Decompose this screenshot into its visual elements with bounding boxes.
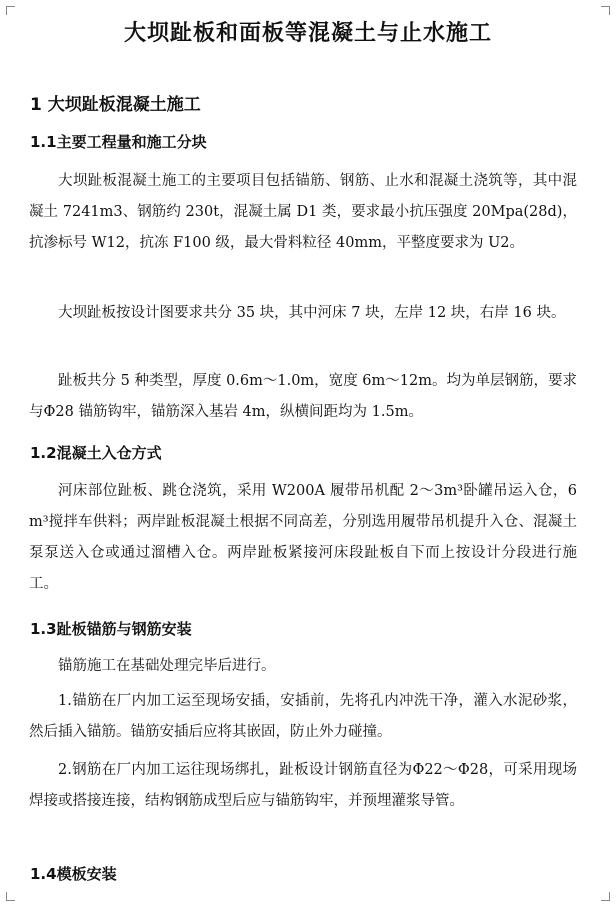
document-title: 大坝趾板和面板等混凝土与止水施工 (123, 21, 492, 46)
page-corner-mark (601, 892, 610, 901)
paragraph: 2.钢筋在厂内加工运往现场绑扎，趾板设计钢筋直径为Φ22～Φ28，可采用现场焊接或搭接连接，结构钢筋成型后应与锚筋钩牢，并预埋灌浆导管。 (29, 762, 577, 809)
subsection-heading-1-4: 1.4模板安装 (30, 865, 117, 883)
paragraph: 1.锚筋在厂内加工运至现场安插，安插前，先将孔内冲洗干净，灌入水泥砂浆，然后插入锚筋。锚筋安插后应将其嵌固，防止外力碰撞。 (29, 693, 577, 740)
paragraph: 锚筋施工在基础处理完毕后进行。 (58, 658, 276, 674)
page-corner-mark (6, 892, 15, 901)
page-corner-mark (6, 6, 15, 15)
section-heading-1: 1 大坝趾板混凝土施工 (30, 95, 201, 115)
paragraph: 大坝趾板混凝土施工的主要项目包括锚筋、钢筋、止水和混凝土浇筑等，其中混凝土 7241m3、钢筋约 230t，混凝土属 D1 类，要求最小抗压强度 20Mpa(28d)，抗渗标号 W12，抗冻 F100 级，最大骨料粒径 40mm，平整度要求为 U2。 (29, 173, 577, 251)
page-corner-mark (601, 6, 610, 15)
subsection-heading-1-2: 1.2混凝土入仓方式 (30, 444, 162, 462)
paragraph: 趾板共分 5 种类型，厚度 0.6m～1.0m，宽度 6m～12m。均为单层钢筋，要求与Φ28 锚筋钩牢，锚筋深入基岩 4m，纵横间距均为 1.5m。 (29, 373, 577, 420)
paragraph: 河床部位趾板、跳仓浇筑，采用 W200A 履带吊机配 2～3m³卧罐吊运入仓，6 m³搅拌车供料；两岸趾板混凝土根据不同高差，分别选用履带吊机提升入仓、混凝土泵泵送入仓或通过溜槽入仓。两岸趾板紧接河床段趾板自下而上按设计分段进行施工。 (29, 483, 577, 592)
paragraph: 大坝趾板按设计图要求共分 35 块，其中河床 7 块，左岸 12 块，右岸 16 块。 (58, 305, 566, 321)
subsection-heading-1-1: 1.1主要工程量和施工分块 (30, 133, 207, 151)
subsection-heading-1-3: 1.3趾板锚筋与钢筋安装 (30, 620, 192, 638)
